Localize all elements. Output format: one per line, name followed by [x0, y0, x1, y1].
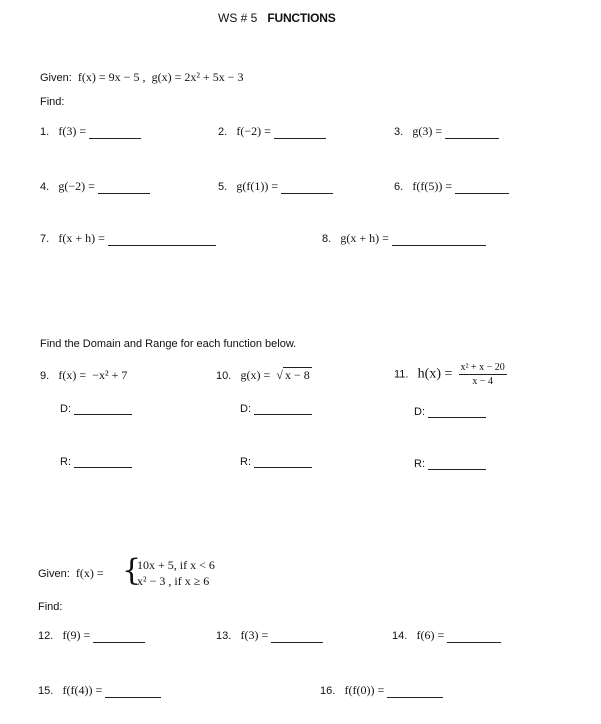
given-label-2 [38, 566, 104, 581]
problem-number: 4. [40, 181, 50, 193]
problem-expression: f(3) = [58, 124, 87, 138]
domain-row-11 [414, 405, 486, 418]
problem-number: 16. [320, 685, 336, 697]
denominator: x − 4 [472, 376, 493, 387]
domain-label: D: [240, 403, 251, 415]
problem-number: 1. [40, 126, 50, 138]
problem-number: 7. [40, 233, 50, 245]
problem-expression: f(6) = [416, 628, 445, 642]
problem-number: 9. [40, 370, 50, 382]
domain-range-heading: Find the Domain and Range for each function below. [40, 338, 297, 350]
domain-blank[interactable] [74, 402, 132, 415]
domain-row-9 [60, 402, 132, 415]
g-definition: g(x) = 2x² + 5x − 3 [151, 70, 244, 84]
range-label: R: [414, 458, 425, 470]
problem-lhs: f(x) = [58, 368, 87, 382]
problem-lhs: g(x) = [240, 368, 271, 382]
domain-blank[interactable] [428, 405, 486, 418]
answer-blank[interactable] [274, 126, 326, 139]
problem-expression: g(3) = [412, 124, 443, 138]
answer-blank[interactable] [392, 233, 486, 246]
answer-blank[interactable] [455, 181, 509, 194]
problem-number: 11. [394, 368, 409, 381]
domain-row-10 [240, 402, 312, 415]
answer-blank[interactable] [271, 630, 323, 643]
problem-expression: f(3) = [240, 628, 269, 642]
problem-number: 2. [218, 126, 228, 138]
problem-7 [40, 231, 216, 246]
worksheet-topic: FUNCTIONS [267, 11, 336, 25]
domain-label: D: [60, 403, 71, 415]
find-label-2: Find: [38, 601, 63, 613]
given-functions-1 [40, 70, 243, 85]
worksheet-title [218, 11, 336, 25]
domain-label: D: [414, 406, 425, 418]
problem-expression: f(−2) = [236, 124, 271, 138]
piecewise-brace: { [122, 553, 142, 588]
worksheet-number: WS # 5 [218, 11, 258, 25]
problem-number: 12. [38, 630, 54, 642]
problem-expression: g(x + h) = [340, 231, 389, 245]
domain-blank[interactable] [254, 402, 312, 415]
problem-number: 5. [218, 181, 228, 193]
answer-blank[interactable] [447, 630, 501, 643]
answer-blank[interactable] [98, 181, 150, 194]
problem-expression: f(f(0)) = [344, 683, 385, 697]
problem-expression: g(−2) = [58, 179, 95, 193]
problem-6 [394, 179, 509, 194]
problem-3 [394, 124, 499, 139]
find-label-1: Find: [40, 96, 65, 108]
problem-expression: f(f(5)) = [412, 179, 453, 193]
problem-11 [394, 362, 507, 387]
range-blank[interactable] [254, 455, 312, 468]
answer-blank[interactable] [108, 233, 216, 246]
given-label: Given: [38, 568, 70, 580]
piecewise-case-1: 10x + 5, if x < 6 [137, 558, 215, 572]
radical-sign: √ [276, 368, 283, 382]
problem-2 [218, 124, 326, 139]
radicand: x − 8 [284, 368, 310, 382]
answer-blank[interactable] [93, 630, 145, 643]
problem-number: 8. [322, 233, 332, 245]
problem-expression: f(f(4)) = [62, 683, 103, 697]
problem-12 [38, 628, 145, 643]
answer-blank[interactable] [445, 126, 499, 139]
problem-16 [320, 683, 443, 698]
rational-fraction [459, 362, 507, 387]
problem-5 [218, 179, 333, 194]
problem-15 [38, 683, 161, 698]
answer-blank[interactable] [105, 685, 161, 698]
problem-number: 15. [38, 685, 54, 697]
problem-10 [216, 368, 312, 383]
problem-number: 13. [216, 630, 232, 642]
f-definition: f(x) = 9x − 5 , [77, 70, 146, 84]
problem-expression: g(f(1)) = [236, 179, 279, 193]
problem-expression: f(x + h) = [58, 231, 105, 245]
range-row-11 [414, 457, 486, 470]
problem-number: 14. [392, 630, 408, 642]
answer-blank[interactable] [89, 126, 141, 139]
range-row-10 [240, 455, 312, 468]
problem-lhs: h(x) = [417, 366, 453, 382]
piecewise-lhs: f(x) = [75, 566, 104, 580]
range-row-9 [60, 455, 132, 468]
range-label: R: [60, 456, 71, 468]
problem-number: 6. [394, 181, 404, 193]
numerator: x² + x − 20 [460, 362, 505, 373]
answer-blank[interactable] [281, 181, 333, 194]
answer-blank[interactable] [387, 685, 443, 698]
range-blank[interactable] [74, 455, 132, 468]
problem-number: 10. [216, 370, 232, 382]
problem-expression: f(9) = [62, 628, 91, 642]
piecewise-case-2: x² − 3 , if x ≥ 6 [137, 574, 210, 588]
range-label: R: [240, 456, 251, 468]
problem-8 [322, 231, 486, 246]
problem-13 [216, 628, 323, 643]
problem-1 [40, 124, 141, 139]
problem-14 [392, 628, 501, 643]
problem-9 [40, 368, 127, 383]
range-blank[interactable] [428, 457, 486, 470]
problem-4 [40, 179, 150, 194]
given-label: Given: [40, 72, 72, 84]
problem-number: 3. [394, 126, 404, 138]
problem-rhs: −x² + 7 [92, 368, 128, 382]
